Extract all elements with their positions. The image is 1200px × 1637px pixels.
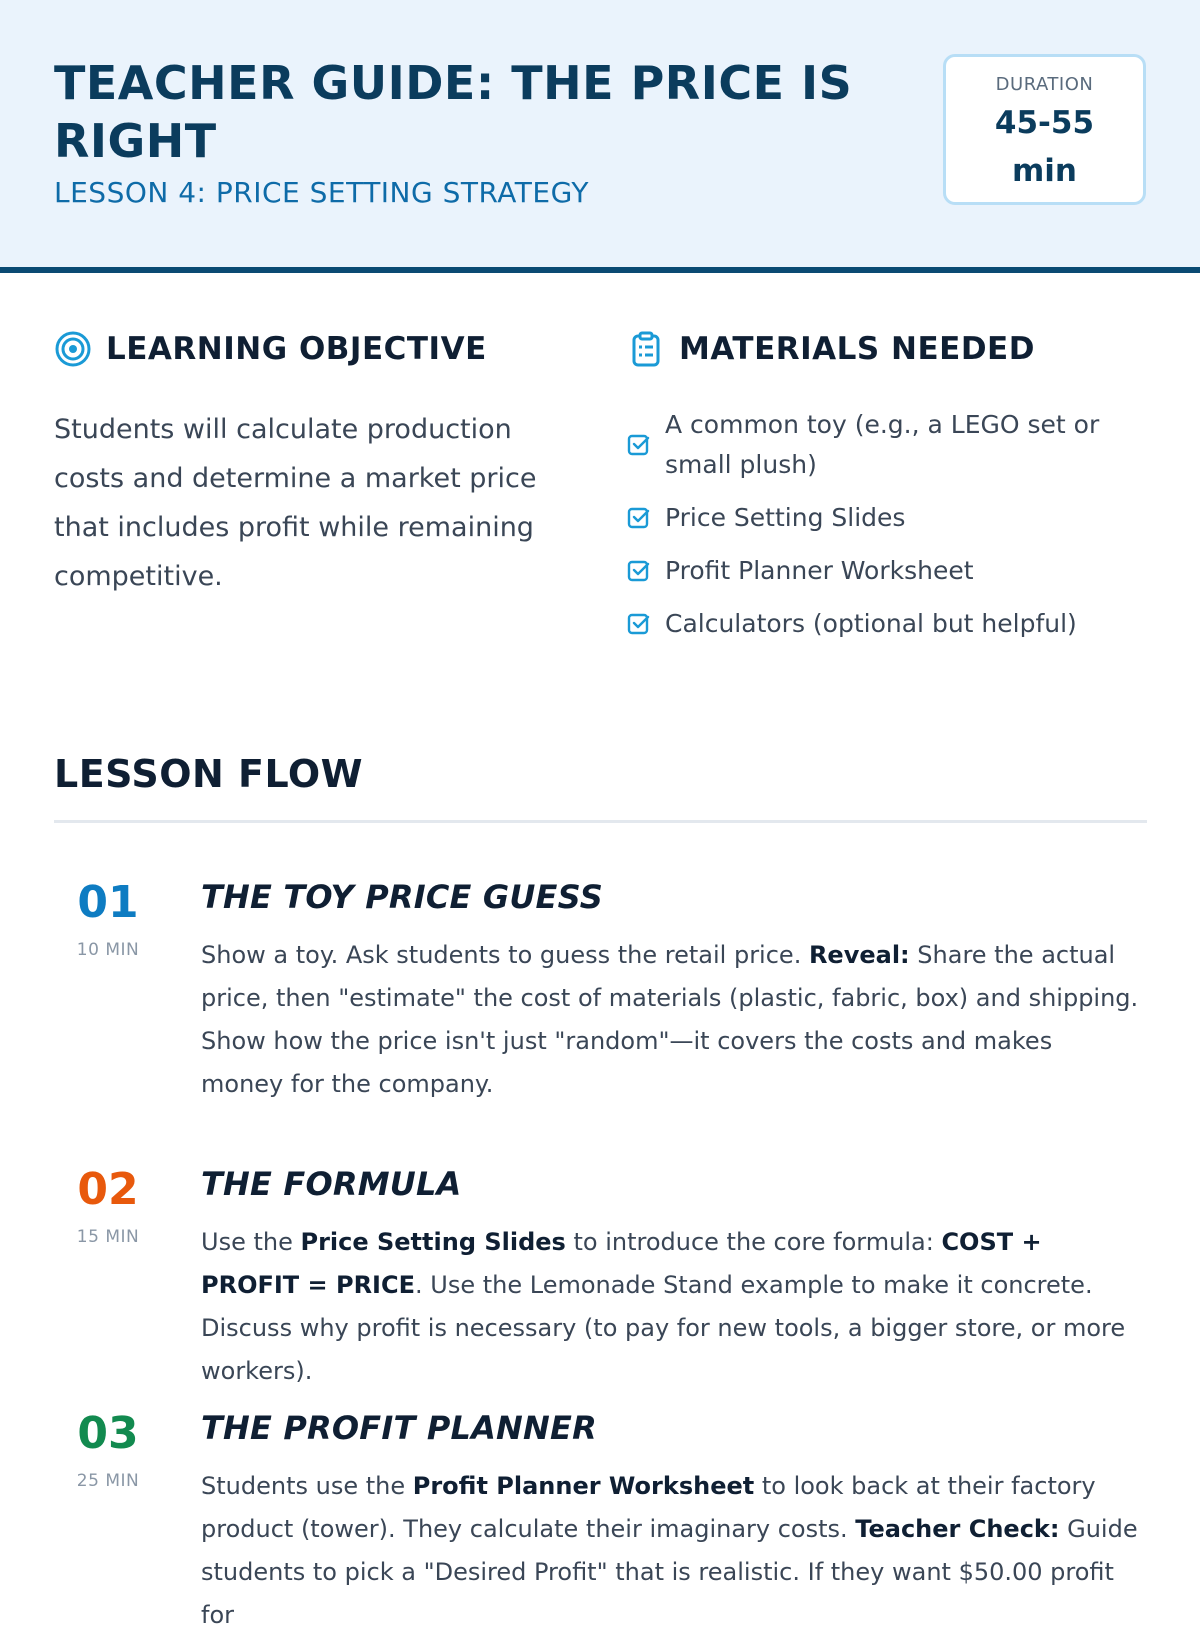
materials-item-label: Calculators (optional but helpful): [665, 609, 1077, 638]
step-body-emphasis: Reveal:: [808, 941, 910, 969]
objective-heading: [54, 330, 487, 368]
duration-value: 45-55 min: [994, 105, 1095, 189]
duration-badge: [943, 54, 1146, 205]
divider: [54, 820, 1147, 823]
step-title: THE FORMULA: [201, 1165, 462, 1203]
step-body-text: to introduce the core formula:: [565, 1228, 942, 1256]
step-body: [201, 1465, 1141, 1637]
step-duration: 25 MIN: [76, 1471, 140, 1491]
checkbox-checked-icon: [627, 612, 651, 636]
objective-heading-text: LEARNING OBJECTIVE: [106, 331, 487, 367]
header: [0, 0, 1200, 273]
materials-item-label: Profit Planner Worksheet: [665, 556, 974, 585]
materials-list: [627, 405, 1147, 657]
step-body-text: Use the: [201, 1228, 301, 1256]
materials-heading-text: MATERIALS NEEDED: [679, 331, 1035, 367]
step-body: [201, 1221, 1141, 1393]
page-title: TEACHER GUIDE: THE PRICE IS RIGHT: [54, 56, 853, 168]
lesson-subtitle: LESSON 4: PRICE SETTING STRATEGY: [54, 176, 589, 209]
duration-label: DURATION: [995, 74, 1094, 95]
step-title: THE PROFIT PLANNER: [201, 1409, 597, 1447]
materials-item: [627, 551, 1147, 591]
step-title: THE TOY PRICE GUESS: [201, 878, 603, 916]
materials-item: [627, 405, 1147, 485]
step-duration: 15 MIN: [76, 1227, 140, 1247]
step-body-text: . Use the Lemonade Stand example to make it concrete. Discuss why profit is necessary (to pay for new tools, a bigger store, or more workers).: [201, 1271, 1126, 1385]
step-body-emphasis: COST + PROFIT = PRICE: [201, 1228, 1042, 1299]
step-body-emphasis: Price Setting Slides: [300, 1228, 566, 1256]
step-body-emphasis: Profit Planner Worksheet: [412, 1472, 755, 1500]
step-number: 01: [77, 877, 139, 928]
objective-text: Students will calculate production costs and determine a market price that includes profit while remaining competitive.: [54, 414, 537, 592]
checkbox-checked-icon: [627, 433, 651, 457]
checkbox-checked-icon: [627, 506, 651, 530]
lesson-flow-heading: LESSON FLOW: [54, 752, 364, 796]
materials-item: [627, 498, 1147, 538]
materials-heading: [627, 330, 1035, 368]
step-body-text: Show a toy. Ask students to guess the retail price.: [201, 941, 809, 969]
step-body-text: Share the actual price, then "estimate" the cost of materials (plastic, fabric, box) and shipping. Show how the price isn't just "random"—it covers the costs and makes money for the company.: [201, 941, 1139, 1098]
materials-item: [627, 604, 1147, 644]
step-body-emphasis: Teacher Check:: [855, 1515, 1060, 1543]
step-body-text: to look back at their factory product (tower). They calculate their imaginary costs.: [201, 1472, 1096, 1543]
step-number: 03: [77, 1408, 139, 1459]
target-icon: [54, 330, 92, 368]
step-body: [201, 934, 1141, 1106]
step-duration: 10 MIN: [76, 940, 140, 960]
step-body-text: Guide students to pick a "Desired Profit" that is realistic. If they want $50.00 profit for: [201, 1515, 1138, 1629]
clipboard-icon: [627, 330, 665, 368]
materials-item-label: Price Setting Slides: [665, 503, 906, 532]
step-number: 02: [77, 1164, 139, 1215]
step-body-text: Students use the: [201, 1472, 413, 1500]
materials-item-label: A common toy (e.g., a LEGO set or small plush): [665, 410, 1100, 479]
checkbox-checked-icon: [627, 559, 651, 583]
